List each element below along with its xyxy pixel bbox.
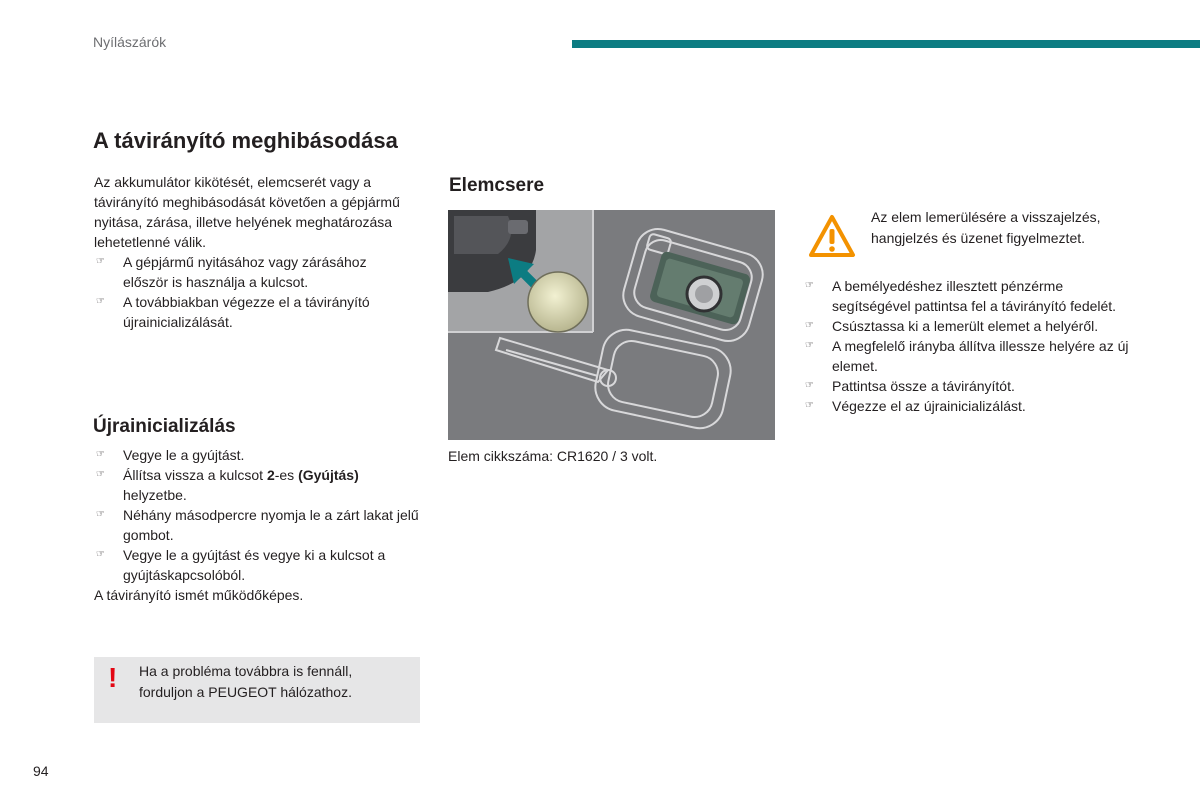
note-text: Ha a probléma továbbra is fennáll, forduljon a PEUGEOT hálózathoz. xyxy=(139,663,353,700)
warning-triangle-icon xyxy=(808,213,856,261)
list-item: ☞ Vegye le a gyújtást. xyxy=(96,447,245,463)
reinit-heading: Újrainicializálás xyxy=(93,416,236,437)
pointing-hand-icon: ☞ xyxy=(96,549,105,560)
intro-bullet-list xyxy=(94,252,404,332)
pointing-hand-icon: ☞ xyxy=(96,449,105,460)
warning-text: Az elem lemerülésére a visszajelzés, hangjelzés és üzenet figyelmeztet. xyxy=(871,209,1101,246)
list-item: ☞ Néhány másodpercre nyomja le a zárt lakat jelű gombot. xyxy=(96,507,419,543)
pointing-hand-icon: ☞ xyxy=(805,320,814,331)
steps-list xyxy=(803,276,1133,416)
pointing-hand-icon: ☞ xyxy=(805,400,814,411)
reinit-bullet-list xyxy=(94,445,424,585)
pointing-hand-icon: ☞ xyxy=(805,280,814,291)
pointing-hand-icon: ☞ xyxy=(96,469,105,480)
steps-section xyxy=(803,276,1133,416)
list-item: ☞ A gépjármű nyitásához vagy zárásához először is használja a kulcsot. xyxy=(96,254,367,290)
pointing-hand-icon: ☞ xyxy=(805,380,814,391)
pointing-hand-icon: ☞ xyxy=(96,256,105,267)
accent-bar xyxy=(572,40,1200,48)
list-item: ☞ A megfelelő irányba állítva illessze helyére az új elemet. xyxy=(805,338,1129,374)
page-number: 94 xyxy=(33,763,49,779)
pointing-hand-icon: ☞ xyxy=(96,509,105,520)
remote-battery-drawing xyxy=(448,210,775,440)
section-label: Nyílászárók xyxy=(93,34,167,50)
list-item: ☞ Pattintsa össze a távirányítót. xyxy=(805,378,1015,394)
intro-section xyxy=(94,172,404,332)
list-item: ☞ A bemélyedéshez illesztett pénzérme segítségével pattintsa fel a távirányító fedelét. xyxy=(805,278,1117,314)
note-box xyxy=(94,657,420,723)
pointing-hand-icon: ☞ xyxy=(96,296,105,307)
list-item: ☞ Végezze el az újrainicializálást. xyxy=(805,398,1026,414)
exclamation-icon: ! xyxy=(108,662,118,693)
remote-battery-illustration xyxy=(448,210,775,440)
battery-caption: Elem cikkszáma: CR1620 / 3 volt. xyxy=(448,448,658,464)
list-item: ☞ Állítsa vissza a kulcsot 2-es (Gyújtás) helyzetbe. xyxy=(96,467,359,503)
reinit-section xyxy=(94,445,424,605)
pointing-hand-icon: ☞ xyxy=(805,340,814,351)
list-item: ☞ A továbbiakban végezze el a távirányító újrainicializálását. xyxy=(96,294,370,330)
battery-heading: Elemcsere xyxy=(449,175,545,196)
reinit-closing-text: A távirányító ismét működőképes. xyxy=(94,587,304,603)
page-title: A távirányító meghibásodása xyxy=(93,128,398,153)
intro-text: Az akkumulátor kikötését, elemcserét vagy a távirányító meghibásodását követően a gépjármű nyitása, zárása, illetve helyének meghatározása lehetetlenné válik. xyxy=(94,174,400,250)
list-item: ☞ Vegye le a gyújtást és vegye ki a kulcsot a gyújtáskapcsolóból. xyxy=(96,547,386,583)
list-item: ☞ Csúsztassa ki a lemerült elemet a helyéről. xyxy=(805,318,1099,334)
